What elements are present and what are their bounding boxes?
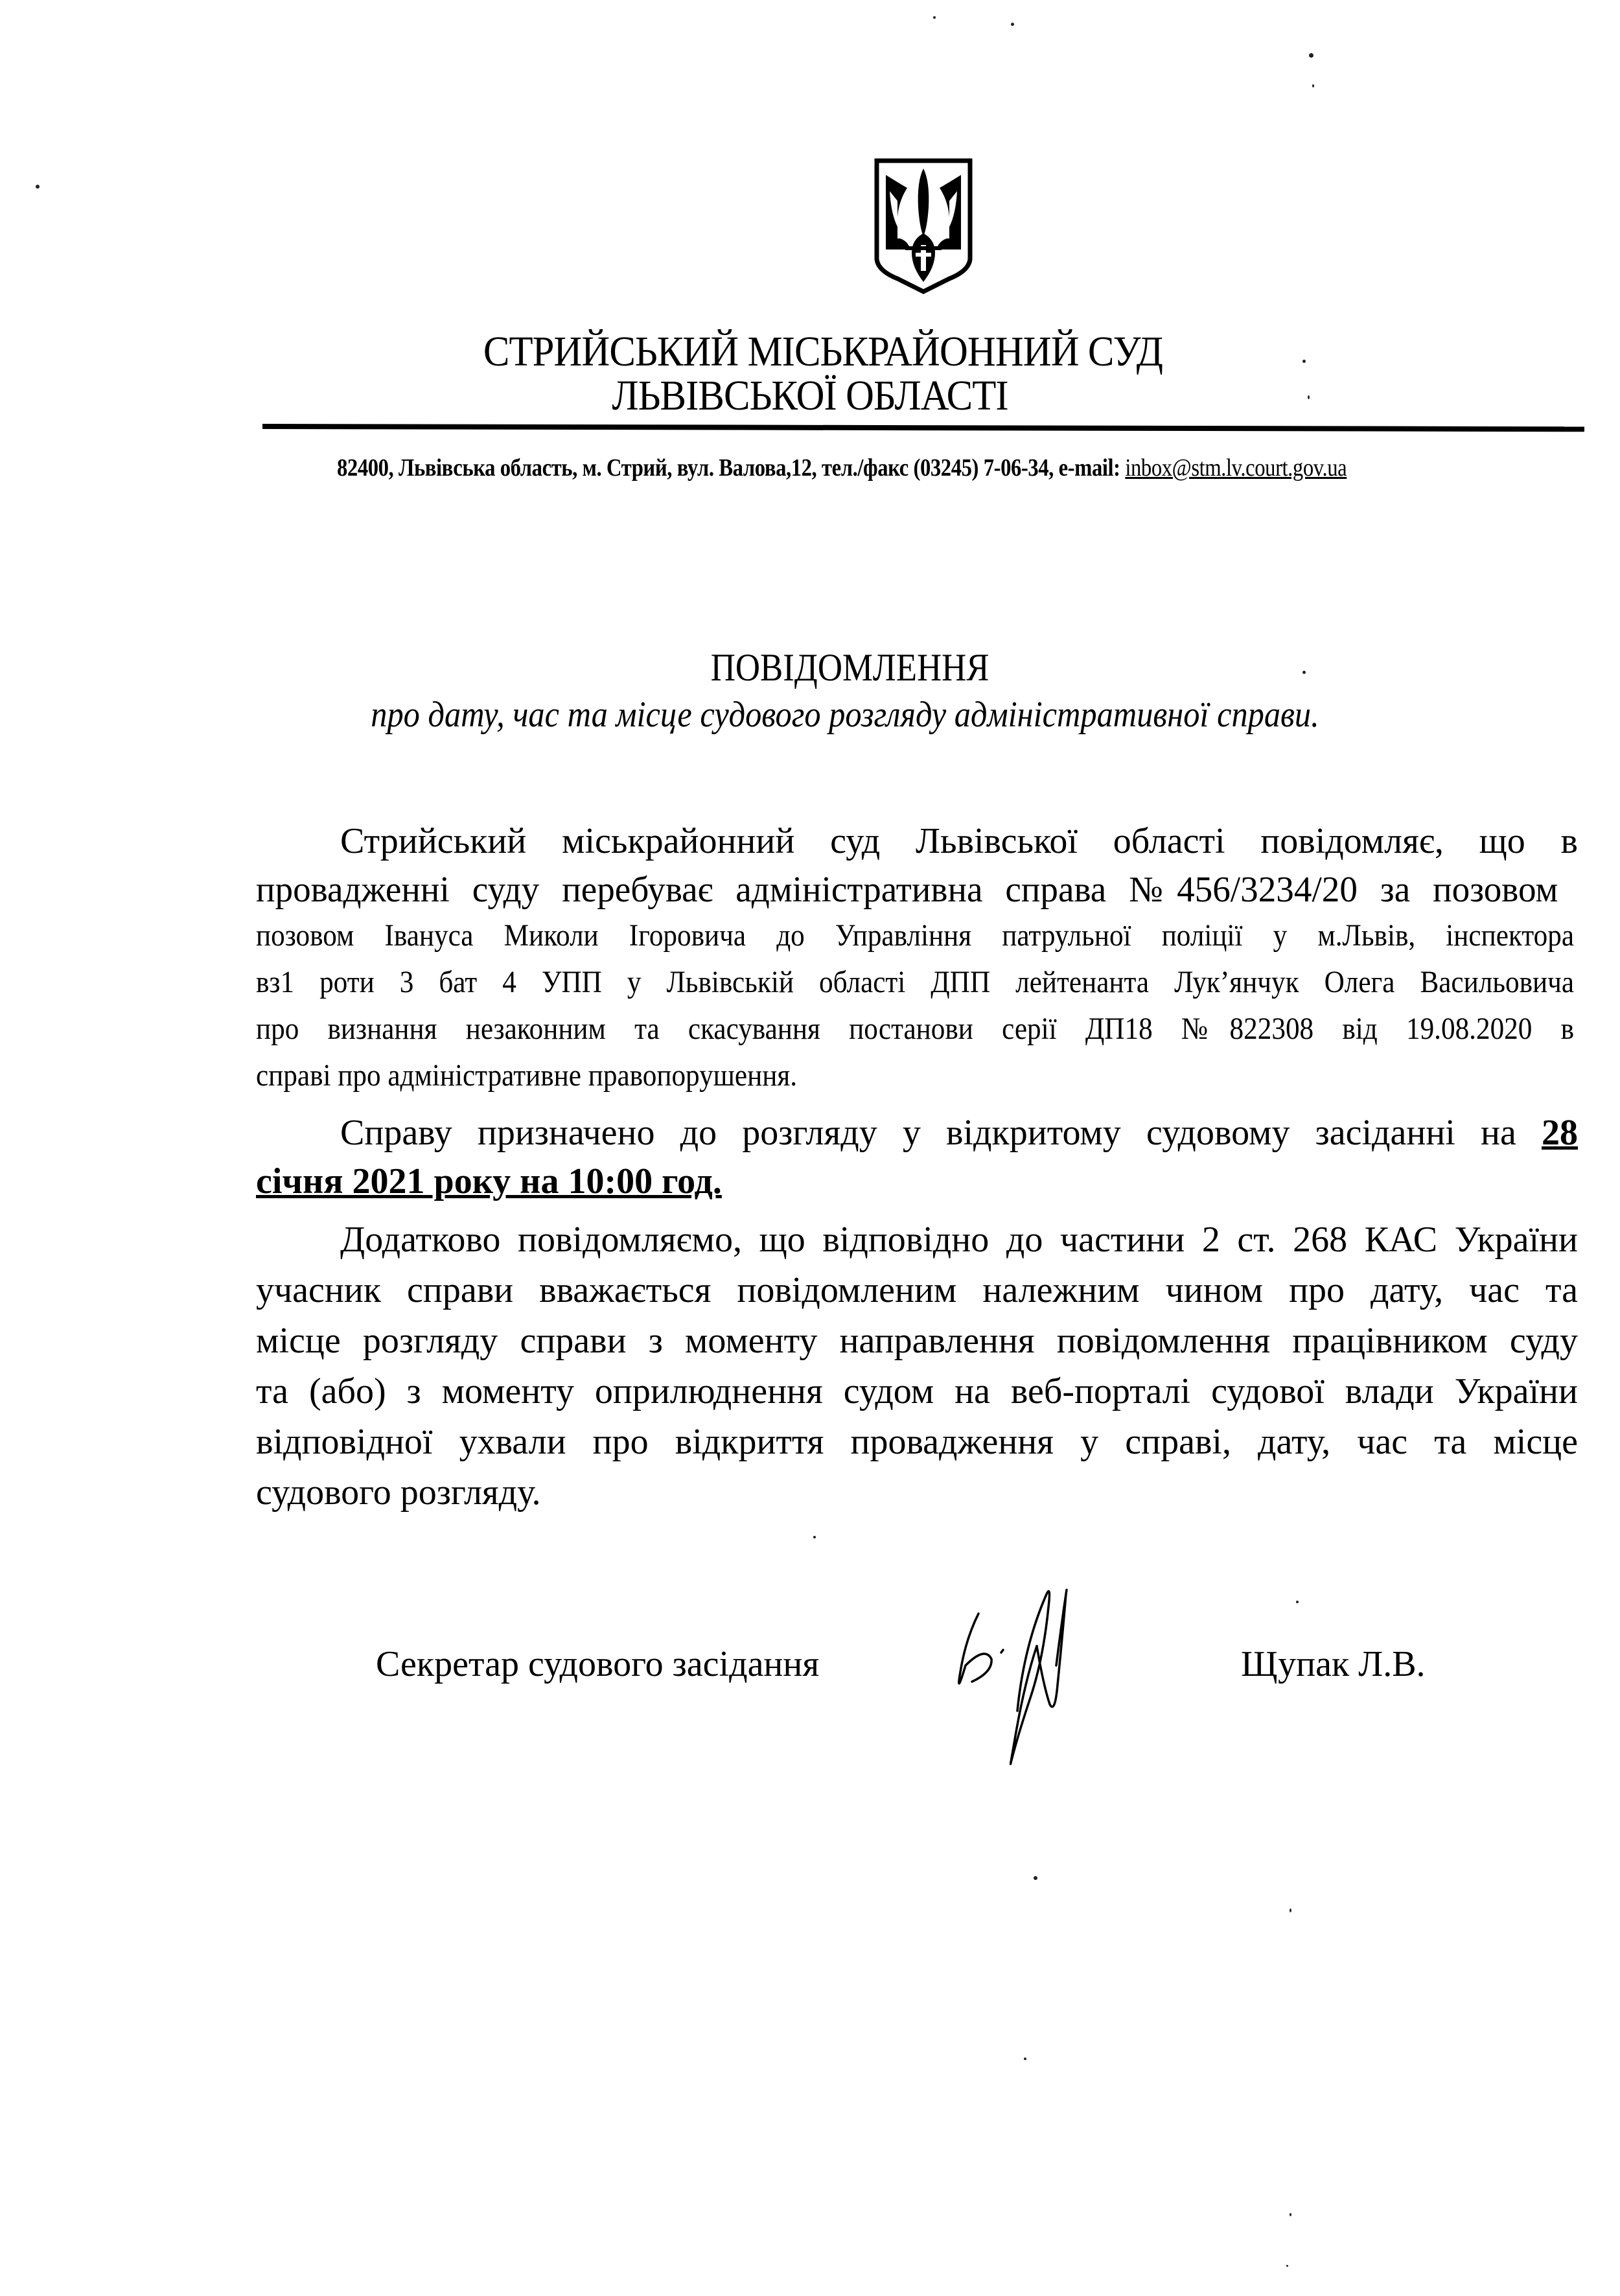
body-line: провадженні суду перебуває адміністративна справа №456/3234/20 за позовом — [256, 870, 1558, 910]
scan-speck — [813, 1536, 816, 1538]
hearing-day: 28 — [1542, 1113, 1579, 1153]
scan-speck — [933, 16, 936, 19]
body-line: відповідної ухвали про відкриття провадження у справі, дату, час та місце — [256, 1422, 1578, 1462]
body-line — [256, 1163, 1578, 1200]
email-link[interactable]: inbox@stm.lv.court.gov.ua — [1125, 454, 1347, 481]
body-line: позовом Івануса Миколи Ігоровича до Управління патрульної поліції у м.Львів, інспектора — [256, 918, 1574, 953]
hearing-date-time: січня 2021 року на 10:00 год. — [256, 1161, 722, 1201]
scan-speck — [1308, 395, 1310, 399]
scan-speck — [1024, 2058, 1026, 2060]
scan-speck — [1286, 2265, 1288, 2267]
scan-speck — [1296, 1601, 1299, 1603]
document-subtitle: про дату, час та місце судового розгляду адміністративної справи. — [371, 695, 1319, 735]
handwritten-signature — [940, 1568, 1147, 1776]
body-line: учасник справи вважається повідомленим належним чином про дату, час та — [256, 1270, 1578, 1310]
scan-speck — [36, 185, 40, 189]
body-line: справі про адміністративне правопорушення. — [256, 1058, 798, 1093]
scan-speck — [1309, 53, 1313, 58]
hearing-text: Справу призначено до розгляду у відкритому судовому засіданні на — [340, 1113, 1516, 1153]
scan-speck — [1302, 360, 1306, 363]
scan-speck — [1302, 671, 1306, 674]
body-line: та (або) з моменту оприлюднення судом на веб-порталі судової влади України — [256, 1371, 1578, 1411]
body-line: вз1 роти 3 бат 4 УПП у Львівській області ДПП лейтенанта Лук’янчук Олега Васильовича — [256, 965, 1574, 999]
body-line: про визнання незаконним та скасування постанови серії ДП18 №822308 від 19.08.2020 в — [256, 1012, 1574, 1046]
scan-speck — [1290, 1908, 1291, 1912]
coat-of-arms-emblem — [872, 156, 975, 295]
signatory-name: Щупак Л.В. — [1241, 1644, 1426, 1684]
header-divider — [262, 424, 1584, 432]
court-name-line2: ЛЬВІВСЬКОЇ ОБЛАСТІ — [612, 372, 1008, 419]
body-line: місце розгляду справи з моменту направлення повідомлення працівником суду — [256, 1321, 1578, 1361]
scan-speck — [1312, 84, 1314, 87]
scan-speck — [1011, 23, 1014, 26]
trident-icon — [872, 156, 975, 295]
document-title: ПОВІДОМЛЕННЯ — [710, 646, 989, 689]
scan-speck — [1034, 1876, 1037, 1880]
scan-speck — [1290, 2213, 1291, 2216]
body-line — [256, 1115, 1578, 1151]
address-text: 82400, Львівська область, м. Стрий, вул. Валова,12, тел./факс (03245) 7-06-34, e-mail: — [337, 454, 1126, 481]
body-line: Додатково повідомляємо, що відповідно до частини 2 ст. 268 КАС України — [340, 1220, 1578, 1260]
court-address — [337, 454, 1347, 482]
body-line: судового розгляду. — [256, 1472, 541, 1513]
signatory-role: Секретар судового засідання — [376, 1644, 820, 1684]
body-line: Стрийський міськрайонний суд Львівської області повідомляє, що в — [340, 821, 1578, 861]
court-name-line1: СТРИЙСЬКИЙ МІСЬКРАЙОННИЙ СУД — [483, 328, 1163, 375]
